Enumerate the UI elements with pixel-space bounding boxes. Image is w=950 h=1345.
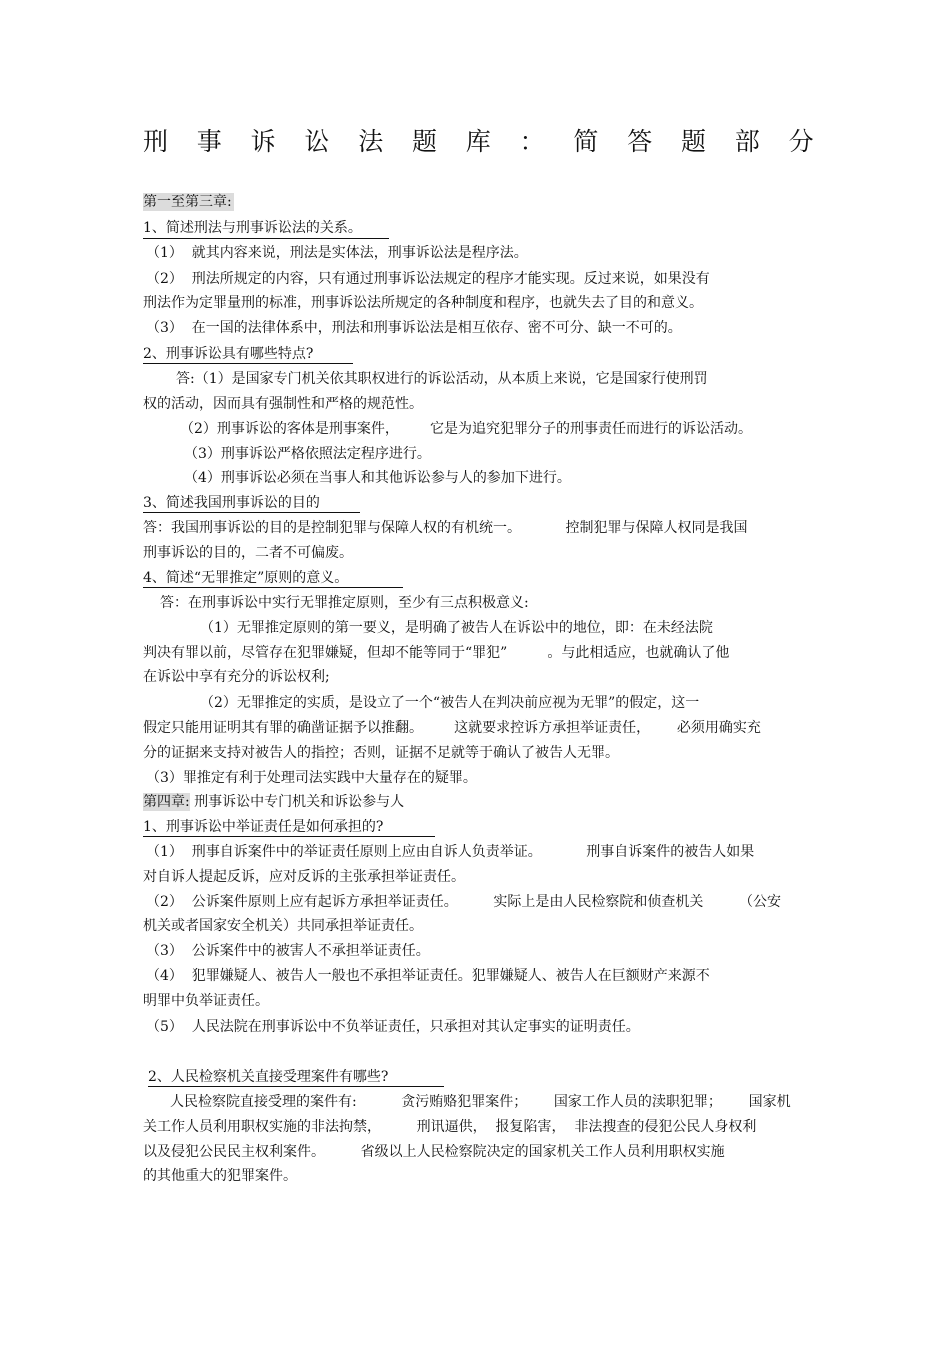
question-underline: [143, 512, 360, 513]
question-underline: [143, 836, 435, 837]
answer-line: （1） 就其内容来说，刑法是实体法，刑事诉讼法是程序法。: [146, 245, 528, 261]
answer-line: 答：在刑事诉讼中实行无罪推定原则，至少有三点积极意义:: [160, 595, 529, 611]
answer-line: （2）刑事诉讼的客体是刑事案件， 它是为追究犯罪分子的刑事责任而进行的诉讼活动。: [180, 421, 753, 437]
question-underline: [148, 1086, 444, 1087]
answer-line: （3） 在一国的法律体系中，刑法和刑事诉讼法是相互依存、密不可分、缺一不可的。: [146, 320, 682, 336]
question-heading: 3、简述我国刑事诉讼的目的: [143, 495, 320, 511]
answer-line: 刑法作为定罪量刑的标准，刑事诉讼法所规定的各种制度和程序，也就失去了目的和意义。: [143, 295, 703, 311]
answer-line: （2） 公诉案件原则上应有起诉方承担举证责任。 实际上是由人民检察院和侦查机关 （公安: [146, 894, 782, 910]
answer-line: 机关或者国家安全机关）共同承担举证责任。: [143, 918, 423, 934]
page-title: 刑事诉讼法题库：简答题部分: [143, 127, 843, 156]
answer-line: 明罪中负举证责任。: [143, 993, 269, 1009]
question-heading: 2、刑事诉讼具有哪些特点?: [143, 346, 314, 362]
answer-line: 关工作人员利用职权实施的非法拘禁， 刑讯逼供， 报复陷害， 非法搜查的侵犯公民人身权利: [143, 1119, 757, 1135]
question-heading: 1、简述刑法与刑事诉讼法的关系。: [143, 220, 362, 236]
answer-line: 以及侵犯公民民主权利案件。 省级以上人民检察院决定的国家机关工作人员利用职权实施: [143, 1144, 725, 1160]
answer-line: （3） 公诉案件中的被害人不承担举证责任。: [146, 943, 430, 959]
answer-line: 假定只能用证明其有罪的确凿证据予以推翻。 这就要求控诉方承担举证责任， 必须用确实充: [143, 720, 761, 736]
answer-line: （1）无罪推定原则的第一要义，是明确了被告人在诉讼中的地位，即：在未经法院: [200, 620, 713, 636]
answer-line: （3）罪推定有利于处理司法实践中大量存在的疑罪。: [146, 770, 477, 786]
answer-line: （1） 刑事自诉案件中的举证责任原则上应由自诉人负责举证。 刑事自诉案件的被告人如果: [146, 844, 755, 860]
chapter-heading: 第一至第三章:: [143, 194, 232, 210]
answer-line: 判决有罪以前，尽管存在犯罪嫌疑，但却不能等同于“罪犯” 。与此相适应，也就确认了他: [143, 645, 730, 661]
answer-line: 分的证据来支持对被告人的指控；否则，证据不足就等于确认了被告人无罪。: [143, 745, 619, 761]
answer-line: 人民检察院直接受理的案件有: 贪污贿赂犯罪案件； 国家工作人员的渎职犯罪； 国家机: [170, 1094, 791, 1110]
answer-line: 答:（1）是国家专门机关依其职权进行的诉讼活动，从本质上来说，它是国家行使刑罚: [176, 371, 708, 387]
answer-line: 对自诉人提起反诉，应对反诉的主张承担举证责任。: [143, 869, 465, 885]
answer-line: （2）无罪推定的实质，是设立了一个“被告人在判决前应视为无罪”的假定，这一: [200, 695, 700, 711]
chapter-heading: 第四章: 刑事诉讼中专门机关和诉讼参与人: [143, 794, 405, 810]
question-heading: 1、刑事诉讼中举证责任是如何承担的?: [143, 819, 384, 835]
question-heading: 2、人民检察机关直接受理案件有哪些?: [148, 1069, 389, 1085]
answer-line: 权的活动，因而具有强制性和严格的规范性。: [143, 396, 423, 412]
question-heading: 4、简述“无罪推定”原则的意义。: [143, 570, 349, 586]
answer-line: 的其他重大的犯罪案件。: [143, 1168, 297, 1184]
answer-line: 答：我国刑事诉讼的目的是控制犯罪与保障人权的有机统一。 控制犯罪与保障人权同是我国: [143, 520, 748, 536]
answer-line: （2） 刑法所规定的内容，只有通过刑事诉讼法规定的程序才能实现。反过来说，如果没有: [146, 271, 710, 287]
question-underline: [143, 363, 353, 364]
question-underline: [143, 238, 389, 239]
answer-line: （4） 犯罪嫌疑人、被告人一般也不承担举证责任。犯罪嫌疑人、被告人在巨额财产来源不: [146, 968, 710, 984]
answer-line: 在诉讼中享有充分的诉讼权利;: [143, 669, 330, 685]
answer-line: （4）刑事诉讼必须在当事人和其他诉讼参与人的参加下进行。: [184, 470, 571, 486]
answer-line: 刑事诉讼的目的，二者不可偏废。: [143, 545, 353, 561]
answer-line: （3）刑事诉讼严格依照法定程序进行。: [184, 446, 431, 462]
answer-line: （5） 人民法院在刑事诉讼中不负举证责任，只承担对其认定事实的证明责任。: [146, 1019, 640, 1035]
question-underline: [143, 587, 403, 588]
